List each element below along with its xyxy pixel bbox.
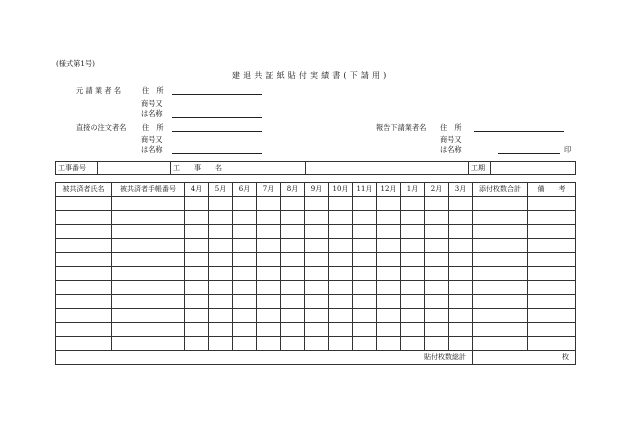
table-cell[interactable]: [257, 225, 281, 239]
table-cell[interactable]: [528, 267, 576, 281]
table-header-row: [56, 183, 576, 197]
table-cell[interactable]: [305, 225, 329, 239]
table-cell[interactable]: [528, 253, 576, 267]
table-cell[interactable]: [353, 225, 377, 239]
table-cell[interactable]: [449, 211, 473, 225]
table-cell[interactable]: [305, 295, 329, 309]
table-cell[interactable]: [209, 323, 233, 337]
table-cell[interactable]: [56, 309, 112, 323]
table-cell[interactable]: [473, 225, 528, 239]
project-info-table: [55, 161, 576, 175]
table-cell[interactable]: [425, 309, 449, 323]
table-cell[interactable]: [281, 323, 305, 337]
table-cell[interactable]: [377, 225, 401, 239]
project-name-field[interactable]: [228, 162, 306, 175]
table-cell[interactable]: [185, 281, 209, 295]
table-cell[interactable]: [305, 337, 329, 351]
col-header-may: 5月: [209, 183, 233, 197]
table-cell[interactable]: [209, 281, 233, 295]
table-cell[interactable]: [257, 295, 281, 309]
table-cell[interactable]: [209, 337, 233, 351]
table-cell[interactable]: [112, 253, 185, 267]
table-cell[interactable]: [401, 197, 425, 211]
stamp-record-table: [55, 182, 576, 365]
table-cell[interactable]: [528, 309, 576, 323]
table-cell[interactable]: [305, 211, 329, 225]
project-name-field-ext[interactable]: [306, 162, 469, 175]
table-cell[interactable]: [377, 281, 401, 295]
table-cell[interactable]: [112, 211, 185, 225]
table-cell[interactable]: [425, 225, 449, 239]
prime-trade-line[interactable]: [172, 117, 262, 118]
table-cell[interactable]: [305, 281, 329, 295]
table-cell[interactable]: [473, 323, 528, 337]
table-cell[interactable]: [233, 295, 257, 309]
table-cell[interactable]: [449, 267, 473, 281]
form-number: (様式第1号): [56, 59, 95, 68]
table-cell[interactable]: [257, 267, 281, 281]
table-cell[interactable]: [112, 239, 185, 253]
table-cell[interactable]: [377, 239, 401, 253]
table-cell[interactable]: [329, 211, 353, 225]
table-cell[interactable]: [305, 197, 329, 211]
table-cell[interactable]: [209, 309, 233, 323]
table-cell[interactable]: [473, 197, 528, 211]
table-cell[interactable]: [401, 253, 425, 267]
prime-address-label: 住 所: [142, 86, 164, 95]
table-cell[interactable]: [449, 239, 473, 253]
table-cell[interactable]: [257, 323, 281, 337]
table-cell[interactable]: [185, 239, 209, 253]
direct-trade-label-1: 商号又: [141, 135, 163, 144]
table-cell[interactable]: [233, 239, 257, 253]
table-cell[interactable]: [377, 211, 401, 225]
table-row: [56, 267, 576, 281]
table-cell[interactable]: [449, 253, 473, 267]
prime-address-line[interactable]: [172, 94, 262, 95]
table-cell[interactable]: [449, 197, 473, 211]
table-cell[interactable]: [377, 253, 401, 267]
table-cell[interactable]: [353, 281, 377, 295]
table-cell[interactable]: [528, 323, 576, 337]
table-cell[interactable]: [56, 281, 112, 295]
table-cell[interactable]: [56, 239, 112, 253]
table-cell[interactable]: [233, 267, 257, 281]
table-cell[interactable]: [257, 309, 281, 323]
report-trade-label-2: は名称: [440, 145, 462, 154]
table-footer-row: [56, 351, 576, 365]
prime-trade-label-1: 商号又: [141, 99, 163, 108]
table-cell[interactable]: [185, 295, 209, 309]
table-cell[interactable]: [425, 211, 449, 225]
table-cell[interactable]: [305, 323, 329, 337]
table-cell[interactable]: [425, 239, 449, 253]
table-cell[interactable]: [56, 225, 112, 239]
table-cell[interactable]: [353, 197, 377, 211]
table-cell[interactable]: [449, 323, 473, 337]
table-row: [56, 197, 576, 211]
table-cell[interactable]: [401, 239, 425, 253]
table-cell[interactable]: [473, 309, 528, 323]
direct-address-line[interactable]: [172, 131, 262, 132]
table-cell[interactable]: [401, 309, 425, 323]
project-number-label: 工事番号: [56, 162, 98, 175]
table-row: [56, 211, 576, 225]
table-cell[interactable]: [112, 197, 185, 211]
table-row: [56, 239, 576, 253]
table-cell[interactable]: [281, 267, 305, 281]
project-number-field[interactable]: [98, 162, 171, 175]
col-header-nov: 11月: [353, 183, 377, 197]
table-cell[interactable]: [528, 225, 576, 239]
project-name-label: 工 事 名: [171, 162, 228, 175]
page-title: 建 退 共 証 紙 貼 付 実 績 書 ( 下 請 用 ): [232, 71, 387, 80]
table-cell[interactable]: [473, 239, 528, 253]
table-cell[interactable]: [112, 267, 185, 281]
table-cell[interactable]: [377, 267, 401, 281]
table-cell[interactable]: [449, 295, 473, 309]
table-cell[interactable]: [528, 197, 576, 211]
table-cell[interactable]: [353, 295, 377, 309]
table-cell[interactable]: [353, 267, 377, 281]
table-cell[interactable]: [257, 197, 281, 211]
report-trade-line[interactable]: [498, 153, 560, 154]
seal-mark: 印: [564, 145, 572, 154]
table-cell[interactable]: [233, 197, 257, 211]
col-header-mar: 3月: [449, 183, 473, 197]
table-cell[interactable]: [185, 267, 209, 281]
table-cell[interactable]: [329, 281, 353, 295]
table-cell[interactable]: [185, 197, 209, 211]
table-cell[interactable]: [209, 211, 233, 225]
table-cell[interactable]: [257, 337, 281, 351]
table-cell[interactable]: [473, 253, 528, 267]
table-cell[interactable]: [528, 281, 576, 295]
table-cell[interactable]: [401, 323, 425, 337]
col-header-feb: 2月: [425, 183, 449, 197]
report-trade-label-1: 商号又: [440, 135, 462, 144]
project-period-field[interactable]: [491, 162, 576, 175]
table-row: [56, 337, 576, 351]
table-cell[interactable]: [353, 239, 377, 253]
col-header-apr: 4月: [185, 183, 209, 197]
table-cell[interactable]: [185, 253, 209, 267]
table-body: [56, 197, 576, 351]
report-address-line[interactable]: [474, 131, 564, 132]
col-header-total: 添付枚数合計: [473, 183, 528, 197]
table-cell[interactable]: [281, 197, 305, 211]
table-cell[interactable]: [473, 281, 528, 295]
report-address-label: 住 所: [440, 123, 462, 132]
table-cell[interactable]: [233, 337, 257, 351]
table-cell[interactable]: [401, 337, 425, 351]
table-cell[interactable]: [329, 323, 353, 337]
table-cell[interactable]: [56, 267, 112, 281]
table-cell[interactable]: [185, 211, 209, 225]
table-cell[interactable]: [281, 337, 305, 351]
table-cell[interactable]: [425, 323, 449, 337]
table-row: [56, 253, 576, 267]
col-header-aug: 8月: [281, 183, 305, 197]
table-cell[interactable]: [56, 323, 112, 337]
table-row: [56, 295, 576, 309]
table-cell[interactable]: [185, 225, 209, 239]
table-cell[interactable]: [185, 337, 209, 351]
table-cell[interactable]: [353, 211, 377, 225]
table-cell[interactable]: [112, 295, 185, 309]
table-cell[interactable]: [473, 211, 528, 225]
table-cell[interactable]: [449, 225, 473, 239]
table-cell[interactable]: [257, 253, 281, 267]
table-cell[interactable]: [209, 239, 233, 253]
table-cell[interactable]: [401, 225, 425, 239]
table-cell[interactable]: [329, 295, 353, 309]
table-cell[interactable]: [353, 337, 377, 351]
table-cell[interactable]: [377, 197, 401, 211]
col-header-remarks: 備 考: [528, 183, 576, 197]
project-period-label: 工期: [469, 162, 491, 175]
prime-contractor-label: 元 請 業 者 名: [76, 86, 122, 95]
table-cell[interactable]: [377, 323, 401, 337]
table-cell[interactable]: [209, 225, 233, 239]
table-cell[interactable]: [281, 281, 305, 295]
table-cell[interactable]: [209, 197, 233, 211]
table-cell[interactable]: [329, 253, 353, 267]
table-cell[interactable]: [281, 239, 305, 253]
table-cell[interactable]: [281, 211, 305, 225]
table-cell[interactable]: [281, 225, 305, 239]
table-cell[interactable]: [329, 225, 353, 239]
table-row: [56, 323, 576, 337]
direct-orderer-label: 直接の注文者名: [76, 123, 127, 132]
table-cell[interactable]: [425, 267, 449, 281]
table-cell[interactable]: [425, 337, 449, 351]
table-cell[interactable]: [329, 239, 353, 253]
col-header-dec: 12月: [377, 183, 401, 197]
table-cell[interactable]: [56, 337, 112, 351]
prime-trade-label-2: は名称: [141, 109, 163, 118]
table-cell[interactable]: [425, 197, 449, 211]
col-header-oct: 10月: [329, 183, 353, 197]
table-cell[interactable]: [233, 323, 257, 337]
col-header-jan: 1月: [401, 183, 425, 197]
table-cell[interactable]: [305, 253, 329, 267]
table-row: [56, 281, 576, 295]
col-header-book-number: 被共済者手帳番号: [112, 183, 185, 197]
table-cell[interactable]: [305, 309, 329, 323]
col-header-name: 被共済者氏名: [56, 183, 112, 197]
table-cell[interactable]: [281, 253, 305, 267]
table-cell[interactable]: [56, 295, 112, 309]
table-cell[interactable]: [377, 337, 401, 351]
table-cell[interactable]: [329, 337, 353, 351]
table-cell[interactable]: [281, 309, 305, 323]
direct-trade-label-2: は名称: [141, 145, 163, 154]
table-cell[interactable]: [185, 309, 209, 323]
table-cell[interactable]: [425, 253, 449, 267]
direct-trade-line[interactable]: [172, 153, 262, 154]
table-cell[interactable]: [112, 337, 185, 351]
report-subcontractor-label: 報告下請業者名: [376, 123, 427, 132]
table-cell[interactable]: [305, 239, 329, 253]
table-cell[interactable]: [281, 295, 305, 309]
table-cell[interactable]: [528, 337, 576, 351]
table-cell[interactable]: [112, 225, 185, 239]
col-header-sep: 9月: [305, 183, 329, 197]
table-cell[interactable]: [528, 295, 576, 309]
table-cell[interactable]: [473, 267, 528, 281]
table-cell[interactable]: [473, 337, 528, 351]
table-cell[interactable]: [329, 267, 353, 281]
table-cell[interactable]: [112, 309, 185, 323]
table-cell[interactable]: [112, 323, 185, 337]
table-cell[interactable]: [353, 323, 377, 337]
table-cell[interactable]: [185, 323, 209, 337]
table-cell[interactable]: [257, 211, 281, 225]
table-cell[interactable]: [377, 309, 401, 323]
table-cell[interactable]: [401, 281, 425, 295]
table-cell[interactable]: [425, 281, 449, 295]
table-row: [56, 225, 576, 239]
table-cell[interactable]: [473, 295, 528, 309]
col-header-jul: 7月: [257, 183, 281, 197]
table-cell[interactable]: [56, 197, 112, 211]
table-cell[interactable]: [353, 309, 377, 323]
table-cell[interactable]: [377, 295, 401, 309]
table-cell[interactable]: [401, 211, 425, 225]
direct-address-label: 住 所: [142, 123, 164, 132]
table-cell[interactable]: [209, 267, 233, 281]
table-cell[interactable]: [56, 211, 112, 225]
table-cell[interactable]: [233, 225, 257, 239]
grand-total-label: 貼付枚数総計: [56, 351, 473, 365]
table-cell[interactable]: [233, 309, 257, 323]
col-header-jun: 6月: [233, 183, 257, 197]
table-cell[interactable]: [257, 281, 281, 295]
table-cell[interactable]: [329, 309, 353, 323]
table-cell[interactable]: [209, 295, 233, 309]
table-cell[interactable]: [233, 253, 257, 267]
table-cell[interactable]: [305, 267, 329, 281]
table-cell[interactable]: [449, 281, 473, 295]
table-cell[interactable]: [449, 337, 473, 351]
table-cell[interactable]: [353, 253, 377, 267]
table-cell[interactable]: [425, 295, 449, 309]
table-cell[interactable]: [449, 309, 473, 323]
table-row: [56, 309, 576, 323]
table-cell[interactable]: [56, 253, 112, 267]
table-cell[interactable]: [329, 197, 353, 211]
table-cell[interactable]: [209, 253, 233, 267]
table-cell[interactable]: [528, 211, 576, 225]
table-cell[interactable]: [528, 239, 576, 253]
table-cell[interactable]: [257, 239, 281, 253]
grand-total-field[interactable]: 枚: [473, 351, 576, 365]
table-cell[interactable]: [233, 281, 257, 295]
table-cell[interactable]: [401, 295, 425, 309]
table-cell[interactable]: [112, 281, 185, 295]
table-cell[interactable]: [401, 267, 425, 281]
table-cell[interactable]: [233, 211, 257, 225]
